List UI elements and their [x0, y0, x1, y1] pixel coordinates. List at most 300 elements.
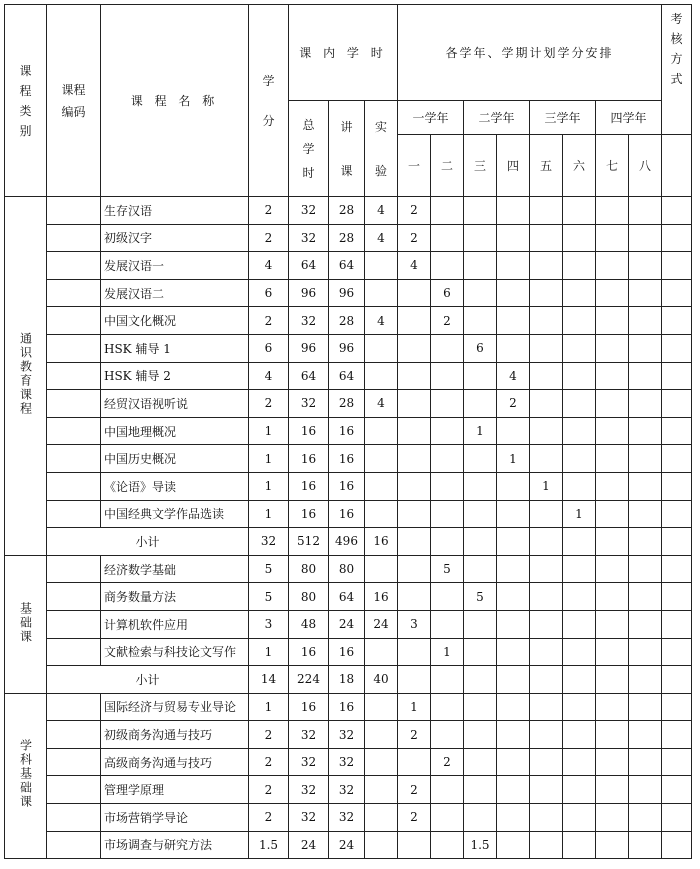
semester-3-credit — [464, 445, 497, 473]
course-exam-method — [662, 224, 692, 252]
course-name: HSK 辅导 1 — [101, 334, 249, 362]
subtotal-empty-cell — [431, 666, 464, 694]
semester-4-credit — [497, 224, 530, 252]
course-row — [5, 362, 692, 390]
semester-4-credit — [497, 638, 530, 666]
header-category: 课 程 类 别 — [5, 5, 47, 197]
semester-4-credit — [497, 776, 530, 804]
course-exam-method — [662, 500, 692, 528]
semester-3-credit — [464, 610, 497, 638]
course-credit: 1 — [249, 500, 289, 528]
course-code — [47, 197, 101, 225]
course-name: 《论语》导读 — [101, 472, 249, 500]
course-lecture-hours: 32 — [329, 776, 365, 804]
semester-7-credit — [596, 279, 629, 307]
subtotal-empty-cell — [563, 666, 596, 694]
course-row — [5, 776, 692, 804]
semester-2-credit — [431, 500, 464, 528]
semester-3-credit — [464, 776, 497, 804]
semester-3-credit — [464, 500, 497, 528]
course-row — [5, 334, 692, 362]
subtotal-empty-cell — [530, 528, 563, 556]
curriculum-body — [5, 197, 692, 859]
course-name: 管理学原理 — [101, 776, 249, 804]
course-credit: 1.5 — [249, 831, 289, 859]
course-lab-hours — [365, 252, 398, 280]
semester-6-credit — [563, 472, 596, 500]
course-lab-hours — [365, 334, 398, 362]
course-exam-method — [662, 610, 692, 638]
semester-3-credit: 6 — [464, 334, 497, 362]
course-code — [47, 445, 101, 473]
course-name: 中国文化概况 — [101, 307, 249, 335]
subtotal-empty-cell — [629, 528, 662, 556]
course-code — [47, 638, 101, 666]
course-name: 发展汉语一 — [101, 252, 249, 280]
semester-4-credit — [497, 417, 530, 445]
course-row — [5, 472, 692, 500]
semester-8-credit — [629, 362, 662, 390]
subtotal-empty-cell — [497, 528, 530, 556]
subtotal-lecture-hours: 496 — [329, 528, 365, 556]
semester-5-credit — [530, 583, 563, 611]
semester-1-credit: 4 — [398, 252, 431, 280]
semester-4-credit — [497, 610, 530, 638]
header-credit: 学 分 — [249, 5, 289, 197]
course-code — [47, 390, 101, 418]
course-name: 国际经济与贸易专业导论 — [101, 693, 249, 721]
semester-3-credit — [464, 721, 497, 749]
header-lab-hours: 实 验 — [365, 101, 398, 197]
course-row — [5, 279, 692, 307]
semester-3-credit: 5 — [464, 583, 497, 611]
section-category — [5, 693, 47, 859]
course-total-hours: 24 — [289, 831, 329, 859]
header-course-name: 课 程 名 称 — [101, 5, 249, 197]
semester-3-credit — [464, 804, 497, 832]
course-row — [5, 390, 692, 418]
semester-6-credit — [563, 334, 596, 362]
course-lecture-hours: 96 — [329, 334, 365, 362]
semester-1-credit — [398, 417, 431, 445]
subtotal-empty-cell — [431, 528, 464, 556]
header-semester-7: 七 — [596, 135, 629, 197]
course-code — [47, 804, 101, 832]
course-lab-hours — [365, 279, 398, 307]
semester-8-credit — [629, 721, 662, 749]
subtotal-empty-cell — [596, 666, 629, 694]
semester-2-credit — [431, 804, 464, 832]
course-lab-hours — [365, 693, 398, 721]
course-total-hours: 16 — [289, 693, 329, 721]
subtotal-empty-cell — [464, 666, 497, 694]
semester-5-credit — [530, 279, 563, 307]
semester-4-credit — [497, 804, 530, 832]
course-lab-hours — [365, 721, 398, 749]
semester-2-credit: 1 — [431, 638, 464, 666]
course-lecture-hours: 16 — [329, 472, 365, 500]
semester-8-credit — [629, 831, 662, 859]
course-name: 文献检索与科技论文写作 — [101, 638, 249, 666]
semester-5-credit — [530, 390, 563, 418]
semester-6-credit — [563, 776, 596, 804]
course-row — [5, 417, 692, 445]
course-total-hours: 32 — [289, 390, 329, 418]
subtotal-credit: 14 — [249, 666, 289, 694]
subtotal-lecture-hours: 18 — [329, 666, 365, 694]
semester-8-credit — [629, 417, 662, 445]
course-credit: 2 — [249, 197, 289, 225]
course-total-hours: 16 — [289, 500, 329, 528]
semester-8-credit — [629, 555, 662, 583]
semester-2-credit — [431, 583, 464, 611]
course-exam-method — [662, 445, 692, 473]
course-credit: 3 — [249, 610, 289, 638]
course-total-hours: 16 — [289, 417, 329, 445]
semester-2-credit: 2 — [431, 307, 464, 335]
subtotal-empty-cell — [563, 528, 596, 556]
course-code — [47, 831, 101, 859]
course-exam-method — [662, 638, 692, 666]
semester-4-credit — [497, 748, 530, 776]
semester-7-credit — [596, 721, 629, 749]
course-exam-method — [662, 748, 692, 776]
course-row — [5, 610, 692, 638]
semester-6-credit — [563, 555, 596, 583]
semester-1-credit — [398, 390, 431, 418]
subtotal-total-hours: 512 — [289, 528, 329, 556]
semester-5-credit — [530, 334, 563, 362]
semester-8-credit — [629, 500, 662, 528]
course-lab-hours — [365, 417, 398, 445]
subtotal-lab-hours: 16 — [365, 528, 398, 556]
course-lecture-hours: 64 — [329, 362, 365, 390]
semester-2-credit — [431, 197, 464, 225]
course-name: 计算机软件应用 — [101, 610, 249, 638]
semester-5-credit — [530, 252, 563, 280]
course-lab-hours — [365, 555, 398, 583]
course-credit: 1 — [249, 417, 289, 445]
semester-3-credit — [464, 748, 497, 776]
course-code — [47, 334, 101, 362]
course-total-hours: 64 — [289, 362, 329, 390]
course-exam-method — [662, 279, 692, 307]
course-name: 中国经典文学作品选读 — [101, 500, 249, 528]
semester-2-credit — [431, 472, 464, 500]
course-lecture-hours: 16 — [329, 638, 365, 666]
course-total-hours: 32 — [289, 748, 329, 776]
semester-3-credit — [464, 307, 497, 335]
semester-1-credit — [398, 472, 431, 500]
header-semester-1: 一 — [398, 135, 431, 197]
course-row — [5, 583, 692, 611]
semester-4-credit — [497, 197, 530, 225]
course-row — [5, 500, 692, 528]
semester-8-credit — [629, 804, 662, 832]
semester-1-credit — [398, 445, 431, 473]
course-exam-method — [662, 555, 692, 583]
semester-3-credit — [464, 555, 497, 583]
course-credit: 2 — [249, 804, 289, 832]
semester-7-credit — [596, 583, 629, 611]
semester-3-credit — [464, 279, 497, 307]
subtotal-empty-cell — [629, 666, 662, 694]
course-total-hours: 64 — [289, 252, 329, 280]
course-lab-hours — [365, 362, 398, 390]
course-lecture-hours: 16 — [329, 500, 365, 528]
course-lecture-hours: 80 — [329, 555, 365, 583]
course-code — [47, 224, 101, 252]
header-year-3: 三学年 — [530, 101, 596, 135]
semester-2-credit: 2 — [431, 748, 464, 776]
course-credit: 5 — [249, 583, 289, 611]
course-exam-method — [662, 804, 692, 832]
semester-1-credit — [398, 638, 431, 666]
course-total-hours: 96 — [289, 334, 329, 362]
course-lab-hours — [365, 472, 398, 500]
semester-1-credit — [398, 307, 431, 335]
course-total-hours: 32 — [289, 721, 329, 749]
semester-5-credit — [530, 610, 563, 638]
subtotal-row — [5, 528, 692, 556]
course-lecture-hours: 32 — [329, 748, 365, 776]
course-total-hours: 80 — [289, 555, 329, 583]
semester-2-credit — [431, 776, 464, 804]
semester-1-credit — [398, 362, 431, 390]
header-year-1: 一学年 — [398, 101, 464, 135]
semester-4-credit — [497, 583, 530, 611]
section-category-label: 基础课 — [18, 601, 33, 644]
semester-5-credit — [530, 638, 563, 666]
course-row — [5, 224, 692, 252]
header-hours-group: 课 内 学 时 — [289, 5, 398, 101]
semester-8-credit — [629, 693, 662, 721]
semester-8-credit — [629, 252, 662, 280]
header-lecture-hours: 讲 课 — [329, 101, 365, 197]
course-total-hours: 16 — [289, 445, 329, 473]
course-lab-hours — [365, 445, 398, 473]
semester-5-credit — [530, 693, 563, 721]
semester-5-credit — [530, 417, 563, 445]
semester-4-credit — [497, 252, 530, 280]
semester-3-credit — [464, 472, 497, 500]
semester-5-credit — [530, 721, 563, 749]
course-name: 中国地理概况 — [101, 417, 249, 445]
semester-8-credit — [629, 776, 662, 804]
semester-5-credit — [530, 776, 563, 804]
course-lecture-hours: 16 — [329, 417, 365, 445]
semester-7-credit — [596, 224, 629, 252]
semester-2-credit — [431, 831, 464, 859]
header-semester-5: 五 — [530, 135, 563, 197]
course-name: 经贸汉语视听说 — [101, 390, 249, 418]
course-code — [47, 748, 101, 776]
course-lecture-hours: 28 — [329, 307, 365, 335]
semester-1-credit: 1 — [398, 693, 431, 721]
semester-5-credit — [530, 748, 563, 776]
semester-2-credit — [431, 721, 464, 749]
course-total-hours: 32 — [289, 804, 329, 832]
semester-6-credit — [563, 693, 596, 721]
course-lab-hours — [365, 638, 398, 666]
semester-8-credit — [629, 472, 662, 500]
semester-5-credit — [530, 224, 563, 252]
course-total-hours: 32 — [289, 197, 329, 225]
header-year-4: 四学年 — [596, 101, 662, 135]
semester-5-credit — [530, 831, 563, 859]
header-exam-method-blank — [662, 135, 692, 197]
course-lecture-hours: 64 — [329, 583, 365, 611]
semester-7-credit — [596, 831, 629, 859]
section-category-label: 学科基础课 — [18, 739, 33, 810]
course-name: 初级商务沟通与技巧 — [101, 721, 249, 749]
course-code — [47, 776, 101, 804]
course-lecture-hours: 96 — [329, 279, 365, 307]
semester-3-credit — [464, 638, 497, 666]
subtotal-label: 小计 — [47, 666, 249, 694]
header-exam-method: 考 核 方 式 — [662, 5, 692, 135]
semester-1-credit: 2 — [398, 197, 431, 225]
course-exam-method — [662, 776, 692, 804]
section-category — [5, 197, 47, 556]
header-total-hours: 总 学 时 — [289, 101, 329, 197]
semester-7-credit — [596, 197, 629, 225]
semester-5-credit: 1 — [530, 472, 563, 500]
semester-8-credit — [629, 583, 662, 611]
semester-5-credit — [530, 445, 563, 473]
semester-8-credit — [629, 334, 662, 362]
course-row — [5, 721, 692, 749]
header-code: 课程 编码 — [47, 5, 101, 197]
semester-1-credit — [398, 500, 431, 528]
semester-4-credit — [497, 831, 530, 859]
semester-7-credit — [596, 776, 629, 804]
course-name: 发展汉语二 — [101, 279, 249, 307]
semester-6-credit — [563, 307, 596, 335]
semester-2-credit — [431, 362, 464, 390]
semester-6-credit — [563, 804, 596, 832]
course-lab-hours: 4 — [365, 224, 398, 252]
semester-1-credit — [398, 831, 431, 859]
course-name: 市场调查与研究方法 — [101, 831, 249, 859]
semester-7-credit — [596, 500, 629, 528]
course-exam-method — [662, 307, 692, 335]
course-credit: 2 — [249, 224, 289, 252]
course-name: HSK 辅导 2 — [101, 362, 249, 390]
semester-6-credit — [563, 831, 596, 859]
semester-6-credit — [563, 252, 596, 280]
course-row — [5, 804, 692, 832]
semester-2-credit — [431, 445, 464, 473]
semester-6-credit — [563, 583, 596, 611]
semester-8-credit — [629, 610, 662, 638]
course-lab-hours — [365, 804, 398, 832]
semester-6-credit — [563, 390, 596, 418]
course-credit: 5 — [249, 555, 289, 583]
semester-2-credit — [431, 252, 464, 280]
semester-2-credit: 6 — [431, 279, 464, 307]
course-lab-hours — [365, 776, 398, 804]
course-row — [5, 307, 692, 335]
curriculum-plan-table — [4, 4, 692, 859]
section-category-label: 通识教育课程 — [18, 332, 33, 417]
course-code — [47, 583, 101, 611]
semester-7-credit — [596, 252, 629, 280]
course-code — [47, 721, 101, 749]
course-exam-method — [662, 252, 692, 280]
course-credit: 2 — [249, 776, 289, 804]
course-credit: 1 — [249, 472, 289, 500]
semester-4-credit — [497, 279, 530, 307]
semester-6-credit — [563, 610, 596, 638]
semester-1-credit: 2 — [398, 804, 431, 832]
semester-4-credit — [497, 472, 530, 500]
course-lab-hours — [365, 500, 398, 528]
course-code — [47, 417, 101, 445]
subtotal-empty-cell — [464, 528, 497, 556]
header-year-2: 二学年 — [464, 101, 530, 135]
course-exam-method — [662, 334, 692, 362]
course-credit: 4 — [249, 362, 289, 390]
course-name: 高级商务沟通与技巧 — [101, 748, 249, 776]
semester-8-credit — [629, 307, 662, 335]
semester-2-credit: 5 — [431, 555, 464, 583]
subtotal-empty-cell — [530, 666, 563, 694]
semester-7-credit — [596, 445, 629, 473]
semester-6-credit — [563, 224, 596, 252]
course-total-hours: 80 — [289, 583, 329, 611]
semester-6-credit — [563, 417, 596, 445]
course-lecture-hours: 24 — [329, 831, 365, 859]
semester-7-credit — [596, 748, 629, 776]
subtotal-empty-cell — [398, 666, 431, 694]
course-credit: 1 — [249, 638, 289, 666]
semester-8-credit — [629, 197, 662, 225]
semester-6-credit — [563, 721, 596, 749]
header-semester-4: 四 — [497, 135, 530, 197]
course-exam-method — [662, 362, 692, 390]
semester-3-credit — [464, 224, 497, 252]
course-credit: 6 — [249, 334, 289, 362]
course-total-hours: 32 — [289, 307, 329, 335]
course-lecture-hours: 28 — [329, 390, 365, 418]
semester-4-credit: 1 — [497, 445, 530, 473]
semester-4-credit — [497, 334, 530, 362]
header-semester-8: 八 — [629, 135, 662, 197]
semester-1-credit — [398, 279, 431, 307]
semester-3-credit — [464, 252, 497, 280]
course-exam-method — [662, 472, 692, 500]
course-name: 初级汉字 — [101, 224, 249, 252]
course-code — [47, 500, 101, 528]
course-exam-method — [662, 693, 692, 721]
semester-1-credit: 2 — [398, 721, 431, 749]
course-name: 经济数学基础 — [101, 555, 249, 583]
subtotal-row — [5, 666, 692, 694]
course-row — [5, 445, 692, 473]
semester-7-credit — [596, 334, 629, 362]
course-total-hours: 16 — [289, 638, 329, 666]
course-row — [5, 831, 692, 859]
subtotal-empty-cell — [662, 528, 692, 556]
subtotal-empty-cell — [662, 666, 692, 694]
semester-6-credit — [563, 445, 596, 473]
semester-7-credit — [596, 638, 629, 666]
semester-8-credit — [629, 390, 662, 418]
course-credit: 1 — [249, 445, 289, 473]
course-credit: 2 — [249, 390, 289, 418]
semester-7-credit — [596, 610, 629, 638]
